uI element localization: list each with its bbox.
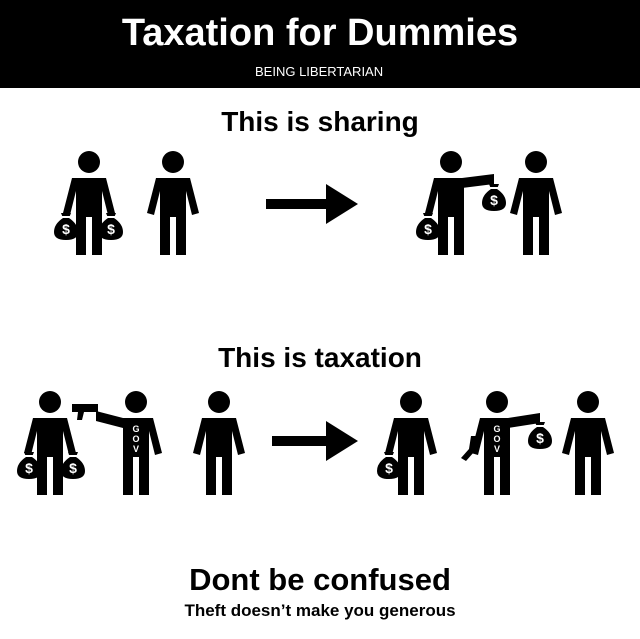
gov-letter: O — [493, 434, 501, 444]
money-bag-icon — [482, 184, 506, 211]
gov-letter: G — [132, 424, 140, 434]
gov-label — [132, 424, 139, 454]
citizen-figure — [24, 391, 76, 495]
recipient-figure — [562, 391, 614, 495]
money-bag-icon — [99, 213, 123, 240]
gun-icon — [72, 404, 98, 420]
money-symbol: $ — [107, 221, 115, 237]
gov-letter: V — [493, 444, 501, 454]
money-symbol: $ — [69, 460, 77, 476]
arrow-right-icon — [272, 421, 358, 461]
money-symbol: $ — [424, 221, 432, 237]
page-subtitle: BEING LIBERTARIAN — [255, 64, 384, 79]
recipient-figure — [193, 391, 245, 495]
money-bag-icon — [416, 213, 440, 240]
gov-letter: O — [132, 434, 140, 444]
money-bag-icon — [54, 213, 78, 240]
money-symbol: $ — [385, 460, 393, 476]
sharing-heading: This is sharing — [221, 106, 419, 137]
receiver-figure — [510, 151, 562, 255]
money-bag-icon — [528, 422, 552, 449]
money-symbol: $ — [536, 430, 544, 446]
taxation-heading: This is taxation — [218, 342, 422, 373]
gov-letter: G — [493, 424, 501, 434]
government-figure — [96, 391, 162, 495]
arrow-right-icon — [266, 184, 358, 224]
footer-headline: Dont be confused — [189, 562, 451, 597]
money-bag-icon — [377, 452, 401, 479]
citizen-figure — [385, 391, 437, 495]
page-title: Taxation for Dummies — [121, 12, 519, 54]
money-symbol: $ — [490, 192, 498, 208]
money-symbol: $ — [25, 460, 33, 476]
gov-letter: V — [132, 444, 140, 454]
money-bag-icon — [61, 452, 85, 479]
money-symbol: $ — [62, 221, 70, 237]
gov-label — [493, 424, 500, 454]
receiver-figure — [147, 151, 199, 255]
footer-tagline: Theft doesn’t make you generous — [184, 601, 456, 620]
